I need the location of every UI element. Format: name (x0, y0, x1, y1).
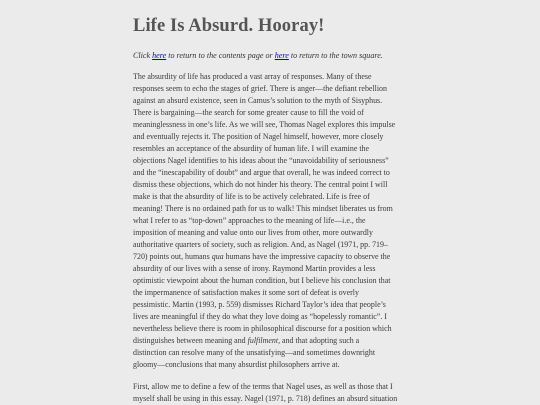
paragraph-1 (133, 71, 415, 371)
paragraph-2 (133, 381, 415, 405)
paragraph-line: pessimistic. Martin (1993, p. 559) dismisses Richard Taylor’s idea that people’s (133, 300, 386, 309)
paragraph-line: lives are meaningful if they do what they love doing as “hopelessly romantic”. I (133, 312, 387, 321)
page-title: Life Is Absurd. Hooray! (133, 16, 325, 36)
paragraph-gap (133, 371, 415, 381)
paragraph-line: against an absurd existence, seen in Camus’s solution to the myth of Sisyphus. (133, 96, 383, 105)
paragraph-line: myself shall be using in this essay. Nagel (1971, p. 718) defines an absurd situation (133, 394, 398, 403)
town-square-link[interactable]: here (274, 51, 289, 60)
paragraph-line: imposition of meaning and value onto our lives from other, more outwardly (133, 228, 373, 237)
nav-prefix: Click (133, 51, 153, 60)
paragraph-line: responses seem to echo the stages of grief. There is anger—the defiant rebellion (133, 84, 387, 93)
article-body (133, 71, 415, 405)
paragraph-line: The absurdity of life has produced a vast array of responses. Many of these (133, 72, 372, 81)
paragraph-line: distinguishes between meaning and fulfilment, and that adopting such a (133, 336, 360, 345)
paragraph-line: and the “inescapability of doubt” and argue that overall, he was indeed correct to (133, 168, 390, 177)
paragraph-line: the impermanence of satisfaction makes it some sort of defeat is overly (133, 288, 359, 297)
paragraph-line: optimistic viewpoint about the human condition, but I believe his conclusion that (133, 276, 391, 285)
paragraph-line: nevertheless believe there is room in philosophical discourse for a position which (133, 324, 392, 333)
paragraph-line: gloomy—conclusions that many absurdist philosophers arrive at. (133, 360, 340, 369)
navigation-note (133, 51, 433, 60)
paragraph-line: absurdity of our lives with a sense of irony. Raymond Martin provides a less (133, 264, 376, 273)
paragraph-line: meaninglessness in one’s life. As we will see, Thomas Nagel explores this impulse (133, 120, 396, 129)
paragraph-line: dismiss these objections, which do not hinder his theory. The central point I will (133, 180, 388, 189)
paragraph-line: There is bargaining—the search for some greater cause to fill the void of (133, 108, 364, 117)
contents-page-link[interactable]: here (152, 51, 167, 60)
nav-middle: to return to the contents page or (166, 51, 275, 60)
paragraph-line: 720) points out, humans qua humans have the impressive capacity to observe the (133, 252, 391, 261)
paragraph-line: what I refer to as “top-down” approaches to the meaning of life—i.e., the (133, 216, 366, 225)
paragraph-line: distinction can resolve many of the unsatisfying—and sometimes downright (133, 348, 376, 357)
paragraph-line: First, allow me to define a few of the terms that Nagel uses, as well as those that I (133, 382, 393, 391)
paragraph-line: objections Nagel identifies to his ideas about the “unavoidability of seriousness” (133, 156, 389, 165)
paragraph-line: resembles an acceptance of the absurdity of human life. I will examine the (133, 144, 370, 153)
paragraph-line: and eventually rejects it. The position of Nagel himself, however, more closely (133, 132, 384, 141)
paragraph-line: make is that the absurdity of life is to be actively celebrated. Life is free of (133, 192, 370, 201)
paragraph-line: meaning! There is no ordained path for us to walk! This mindset liberates us from (133, 204, 393, 213)
nav-suffix: to return to the town square. (288, 51, 383, 60)
paragraph-line: authoritative quarters of society, such as religion. And, as Nagel (1971, pp. 719– (133, 240, 388, 249)
